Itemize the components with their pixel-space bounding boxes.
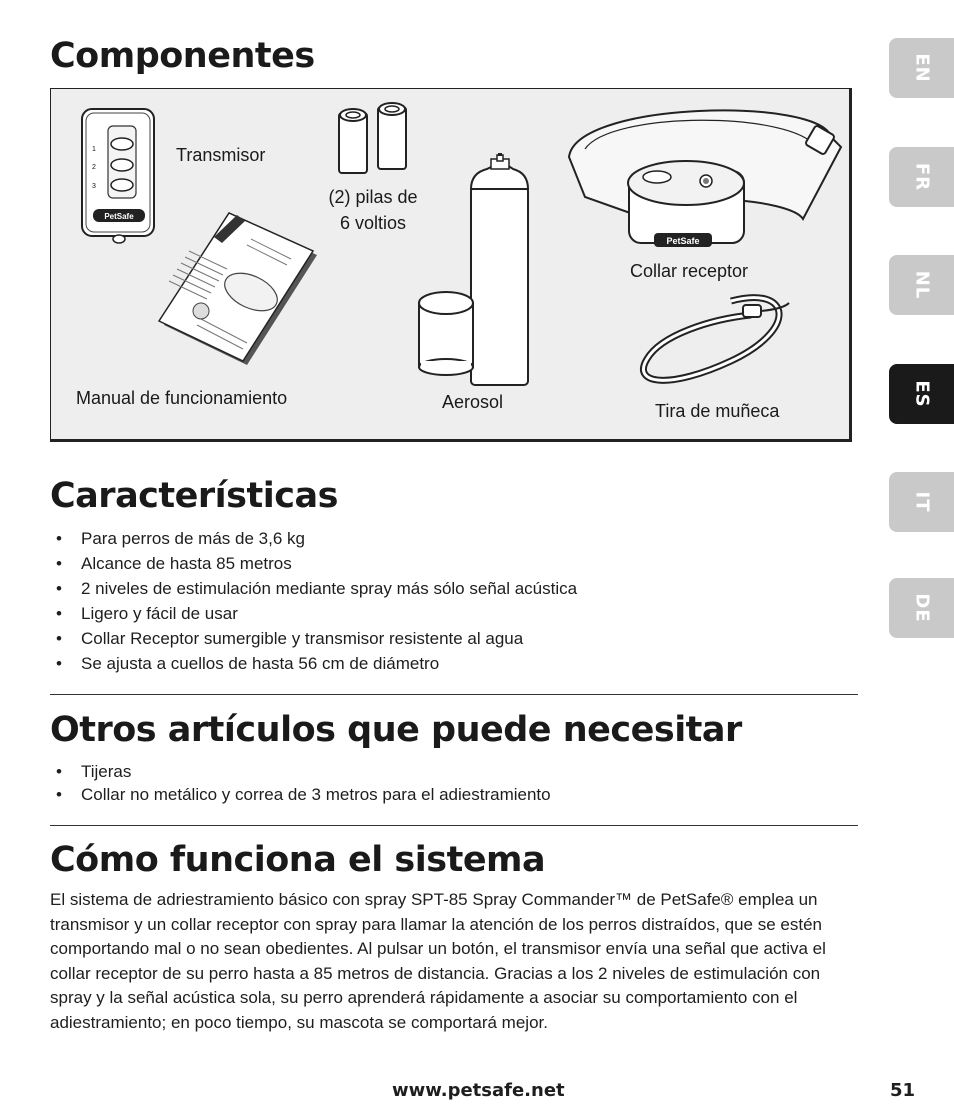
section-title-componentes: Componentes (50, 36, 315, 76)
label-manual: Manual de funcionamiento (76, 388, 288, 408)
tab-de[interactable] (889, 578, 954, 638)
label-transmitter: Transmisor (176, 145, 266, 165)
transmitter-button-1-label: 1 (92, 146, 96, 153)
manual-illustration (159, 213, 317, 365)
tab-en-label: EN (911, 53, 932, 83)
features-list (50, 526, 577, 676)
label-collar: Collar receptor (630, 261, 749, 281)
wrist-strap-illustration (643, 298, 789, 381)
tab-fr-label: FR (911, 162, 932, 192)
tab-es-label: ES (911, 380, 932, 408)
section-divider (50, 694, 858, 695)
batteries-illustration (339, 103, 406, 173)
label-wrist-strap: Tira de muñeca (655, 401, 780, 421)
collar-illustration (569, 110, 841, 247)
list-item: • 2 niveles de estimulación mediante spray más sólo señal acústica (50, 576, 577, 601)
tab-en[interactable] (889, 38, 954, 98)
label-batteries: (2) pilas de 6 voltios (328, 187, 418, 233)
transmitter-brand-logo: PetSafe (104, 212, 134, 221)
tab-it[interactable] (889, 472, 954, 532)
list-item: • Alcance de hasta 85 metros (50, 551, 577, 576)
page-number: 51 (890, 1080, 916, 1101)
footer-url[interactable]: www.petsafe.net (392, 1080, 565, 1101)
label-aerosol: Aerosol (442, 392, 504, 412)
other-items-list (50, 760, 551, 806)
tab-de-label: DE (911, 593, 932, 623)
tab-fr[interactable] (889, 147, 954, 207)
tab-it-label: IT (911, 491, 932, 513)
collar-brand-logo: PetSafe (666, 236, 700, 246)
section-title-caracteristicas: Características (50, 476, 338, 516)
transmitter-illustration (82, 109, 154, 243)
how-it-works-paragraph: El sistema de adriestramiento básico con spray SPT-85 Spray Commander™ de PetSafe® emplea un transmisor y un collar receptor con spray para llamar la atención de los perros distraídos, que se estén comportando mal o no sean obedientes. Al pulsar un botón, el transmisor envía una señal que activa el collar receptor de su perro hasta a 85 metros de distancia. Gracias a los 2 niveles de estimulación con spray y la señal acústica sola, su perro aprenderá rápidamente a asociar su comportamiento con el adiestramiento; en poco tiempo, su mascota se comportará mejor. (50, 890, 826, 1032)
list-item: • Para perros de más de 3,6 kg (50, 526, 577, 551)
tab-es[interactable] (889, 364, 954, 424)
list-item: • Tijeras (50, 760, 551, 783)
components-illustration-box (50, 88, 852, 442)
tab-nl[interactable] (889, 255, 954, 315)
section-divider (50, 825, 858, 826)
aerosol-illustration (419, 153, 528, 385)
list-item: • Collar no metálico y correa de 3 metros para el adiestramiento (50, 783, 551, 806)
transmitter-button-3-label: 3 (92, 183, 96, 190)
section-title-otros-articulos: Otros artículos que puede necesitar (50, 710, 742, 750)
list-item: • Ligero y fácil de usar (50, 601, 577, 626)
list-item: • Se ajusta a cuellos de hasta 56 cm de diámetro (50, 651, 577, 676)
section-title-como-funciona: Cómo funciona el sistema (50, 840, 546, 880)
list-item: • Collar Receptor sumergible y transmisor resistente al agua (50, 626, 577, 651)
transmitter-button-2-label: 2 (92, 164, 96, 171)
tab-nl-label: NL (911, 270, 932, 300)
